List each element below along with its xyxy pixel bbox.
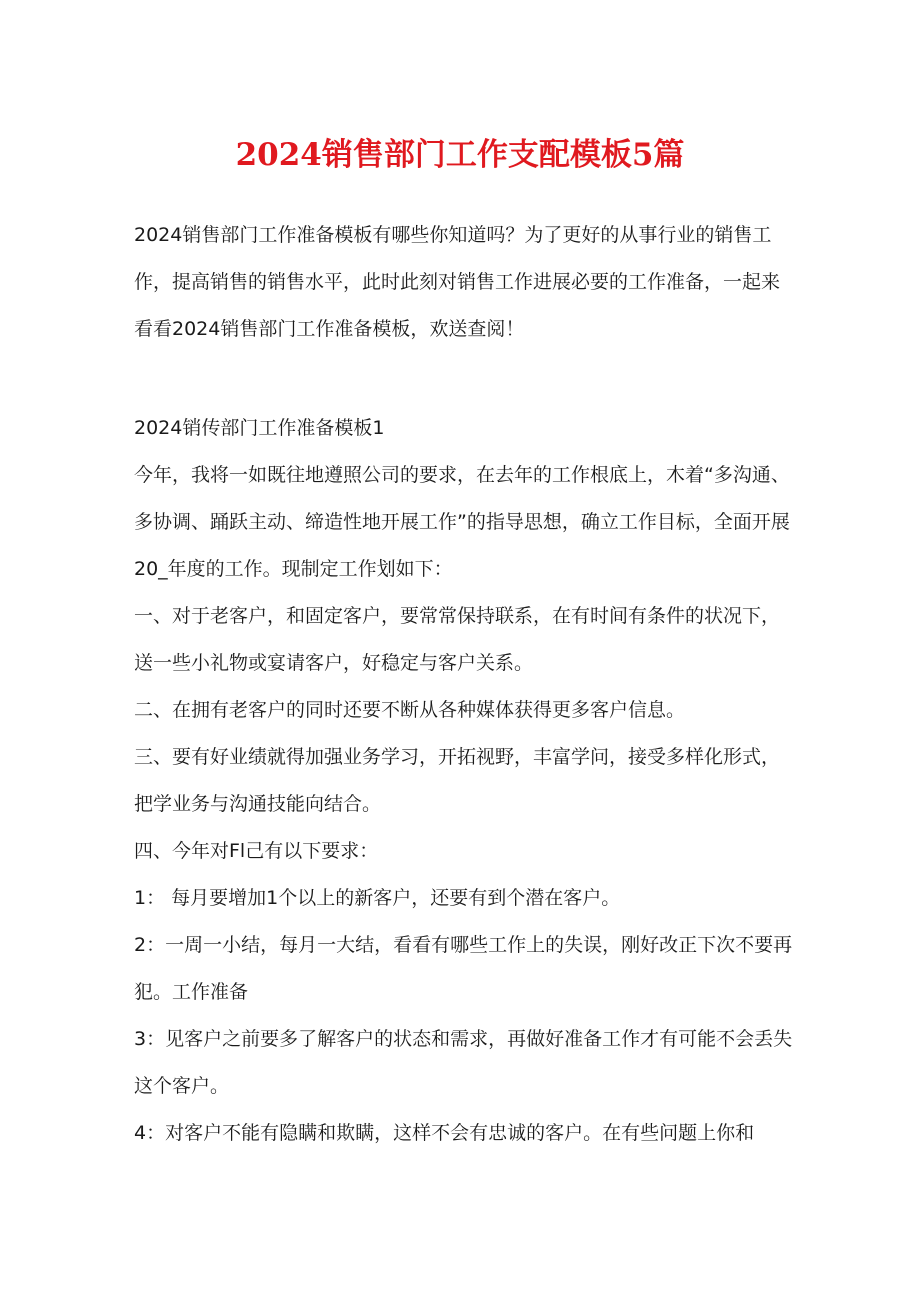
intro-paragraph: 2024销售部门工作准备模板有哪些你知道吗？为了更好的从事行业的销售工作，提高销售的销售水平，此时此刻对销售工作进展必要的工作准备，一起来看看2024销售部门工作准备模板，欢送查阅！	[134, 224, 781, 340]
paragraph: 三、要有好业绩就得加强业务学习，开拓视野，丰富学问，接受多样化形式，把学业务与沟通技能向结合。	[134, 746, 781, 815]
paragraph: 一、对于老客户，和固定客户，要常常保持联系，在有时间有条件的状况下，送一些小礼物或宴请客户，好稳定与客户关系。	[134, 605, 781, 674]
list-item: 4：对客户不能有隐瞒和欺瞒，这样不会有忠诚的客户。在有些问题上你和	[134, 1122, 755, 1144]
paragraph: 今年，我将一如既往地遵照公司的要求，在去年的工作根底上，木着“多沟通、多协调、踊跃主动、缔造性地开展工作”的指导思想，确立工作目标，全面开展20_年度的工作。现制定工作划如下：	[134, 464, 790, 580]
section-heading: 2024销传部门工作准备模板1	[134, 417, 385, 439]
list-item: 1： 每月要增加1个以上的新客户，还要有到个潜在客户。	[134, 887, 621, 909]
paragraph: 二、在拥有老客户的同时还要不断从各种媒体获得更多客户信息。	[134, 699, 686, 721]
list-item: 3：见客户之前要多了解客户的状态和需求，再做好准备工作才有可能不会丢失这个客户。	[134, 1028, 793, 1097]
content-section	[134, 405, 794, 1157]
document-title: 2024销售部门工作支配模板5篇	[235, 137, 685, 173]
list-item: 2：一周一小结，每月一大结，看看有哪些工作上的失误，刚好改正下次不要再犯。工作准备	[134, 934, 793, 1003]
paragraph: 四、今年对Fl己有以下要求：	[134, 840, 379, 862]
intro-section	[134, 212, 794, 353]
